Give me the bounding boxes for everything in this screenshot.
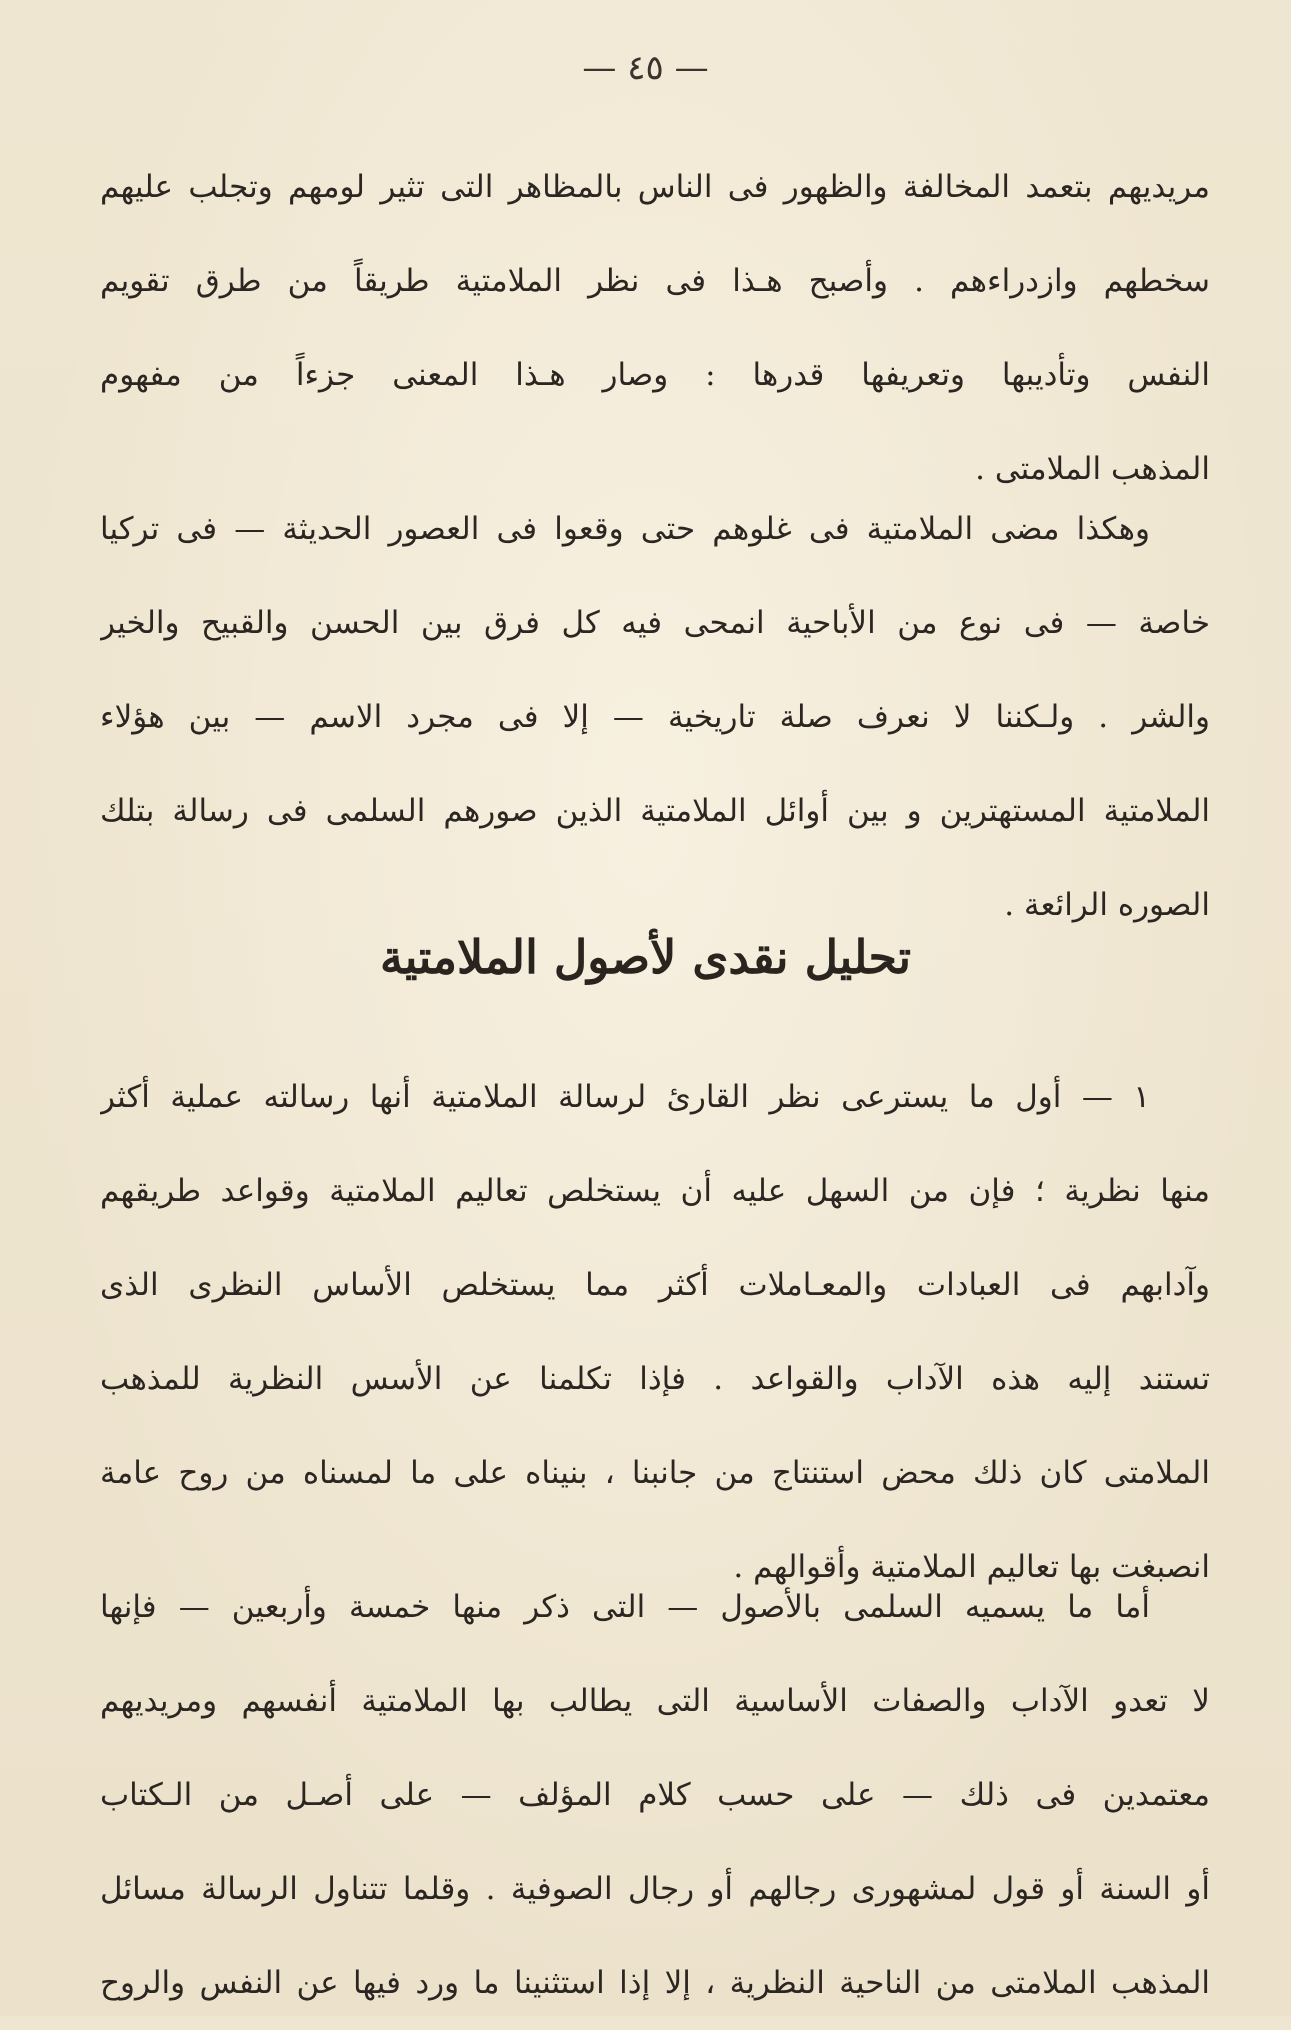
paragraph-4 [100,1560,1210,2030]
text-line: معتمدين فى ذلك — على حسب كلام المؤلف — على أصـل من الـكتاب [100,1777,1210,1813]
text-line: وآدابهم فى العبادات والمعـاملات أكثر مما يستخلص الأساس النظرى الذى [100,1267,1210,1303]
text-line: النفس وتأديبها وتعريفها قدرها : وصار هـذا المعنى جزءاً من مفهوم [100,357,1210,393]
section-heading: تحليل نقدى لأصول الملامتية [379,930,912,984]
text-line: أو السنة أو قول لمشهورى رجالهم أو رجال الصوفية . وقلما تتناول الرسالة مسائل [100,1871,1210,1907]
paragraph-1 [100,140,1210,516]
text-line: المذهب الملامتى من الناحية النظرية ، إلا إذا استثنينا ما ورد فيها عن النفس والروح [100,1965,1210,2001]
text-line: الملامتى كان ذلك محض استنتاج من جانبنا ، بنيناه على ما لمسناه من روح عامة [100,1455,1210,1491]
text-line: أما ما يسميه السلمى بالأصول — التى ذكر منها خمسة وأربعين — فإنها [100,1589,1150,1625]
text-line: سخطهم وازدراءهم . وأصبح هـذا فى نظر الملامتية طريقاً من طرق تقويم [100,263,1210,299]
text-line: ١ — أول ما يسترعى نظر القارئ لرسالة الملامتية أنها رسالته عملية أكثر [100,1079,1150,1115]
text-line: الصوره الرائعة . [1004,887,1210,923]
text-line: منها نظرية ؛ فإن من السهل عليه أن يستخلص تعاليم الملامتية وقواعد طريقهم [100,1173,1210,1209]
text-line: الملامتية المستهترين و بين أوائل الملامتية الذين صورهم السلمى فى رسالة بتلك [100,793,1210,829]
text-line: والشر . ولـكننا لا نعرف صلة تاريخية — إلا فى مجرد الاسم — بين هؤلاء [100,699,1210,735]
text-line: لا تعدو الآداب والصفات الأساسية التى يطالب بها الملامتية أنفسهم ومريديهم [100,1683,1210,1719]
text-line: انصبغت بها تعاليم الملامتية وأقوالهم . [733,1549,1210,1585]
paragraph-2 [100,482,1210,952]
text-line: وهكذا مضى الملامتية فى غلوهم حتى وقعوا فى العصور الحديثة — فى تركيا [100,511,1150,547]
text-line: تستند إليه هذه الآداب والقواعد . فإذا تكلمنا عن الأسس النظرية للمذهب [100,1361,1210,1397]
text-line: المذهب الملامتى . [975,451,1210,487]
page-number: — ٤٥ — [582,48,709,88]
paragraph-3 [100,1050,1210,1614]
text-line: خاصة — فى نوع من الأباحية انمحى فيه كل فرق بين الحسن والقبيح والخير [100,605,1210,641]
text-line: مريديهم بتعمد المخالفة والظهور فى الناس بالمظاهر التى تثير لومهم وتجلب عليهم [100,169,1210,205]
